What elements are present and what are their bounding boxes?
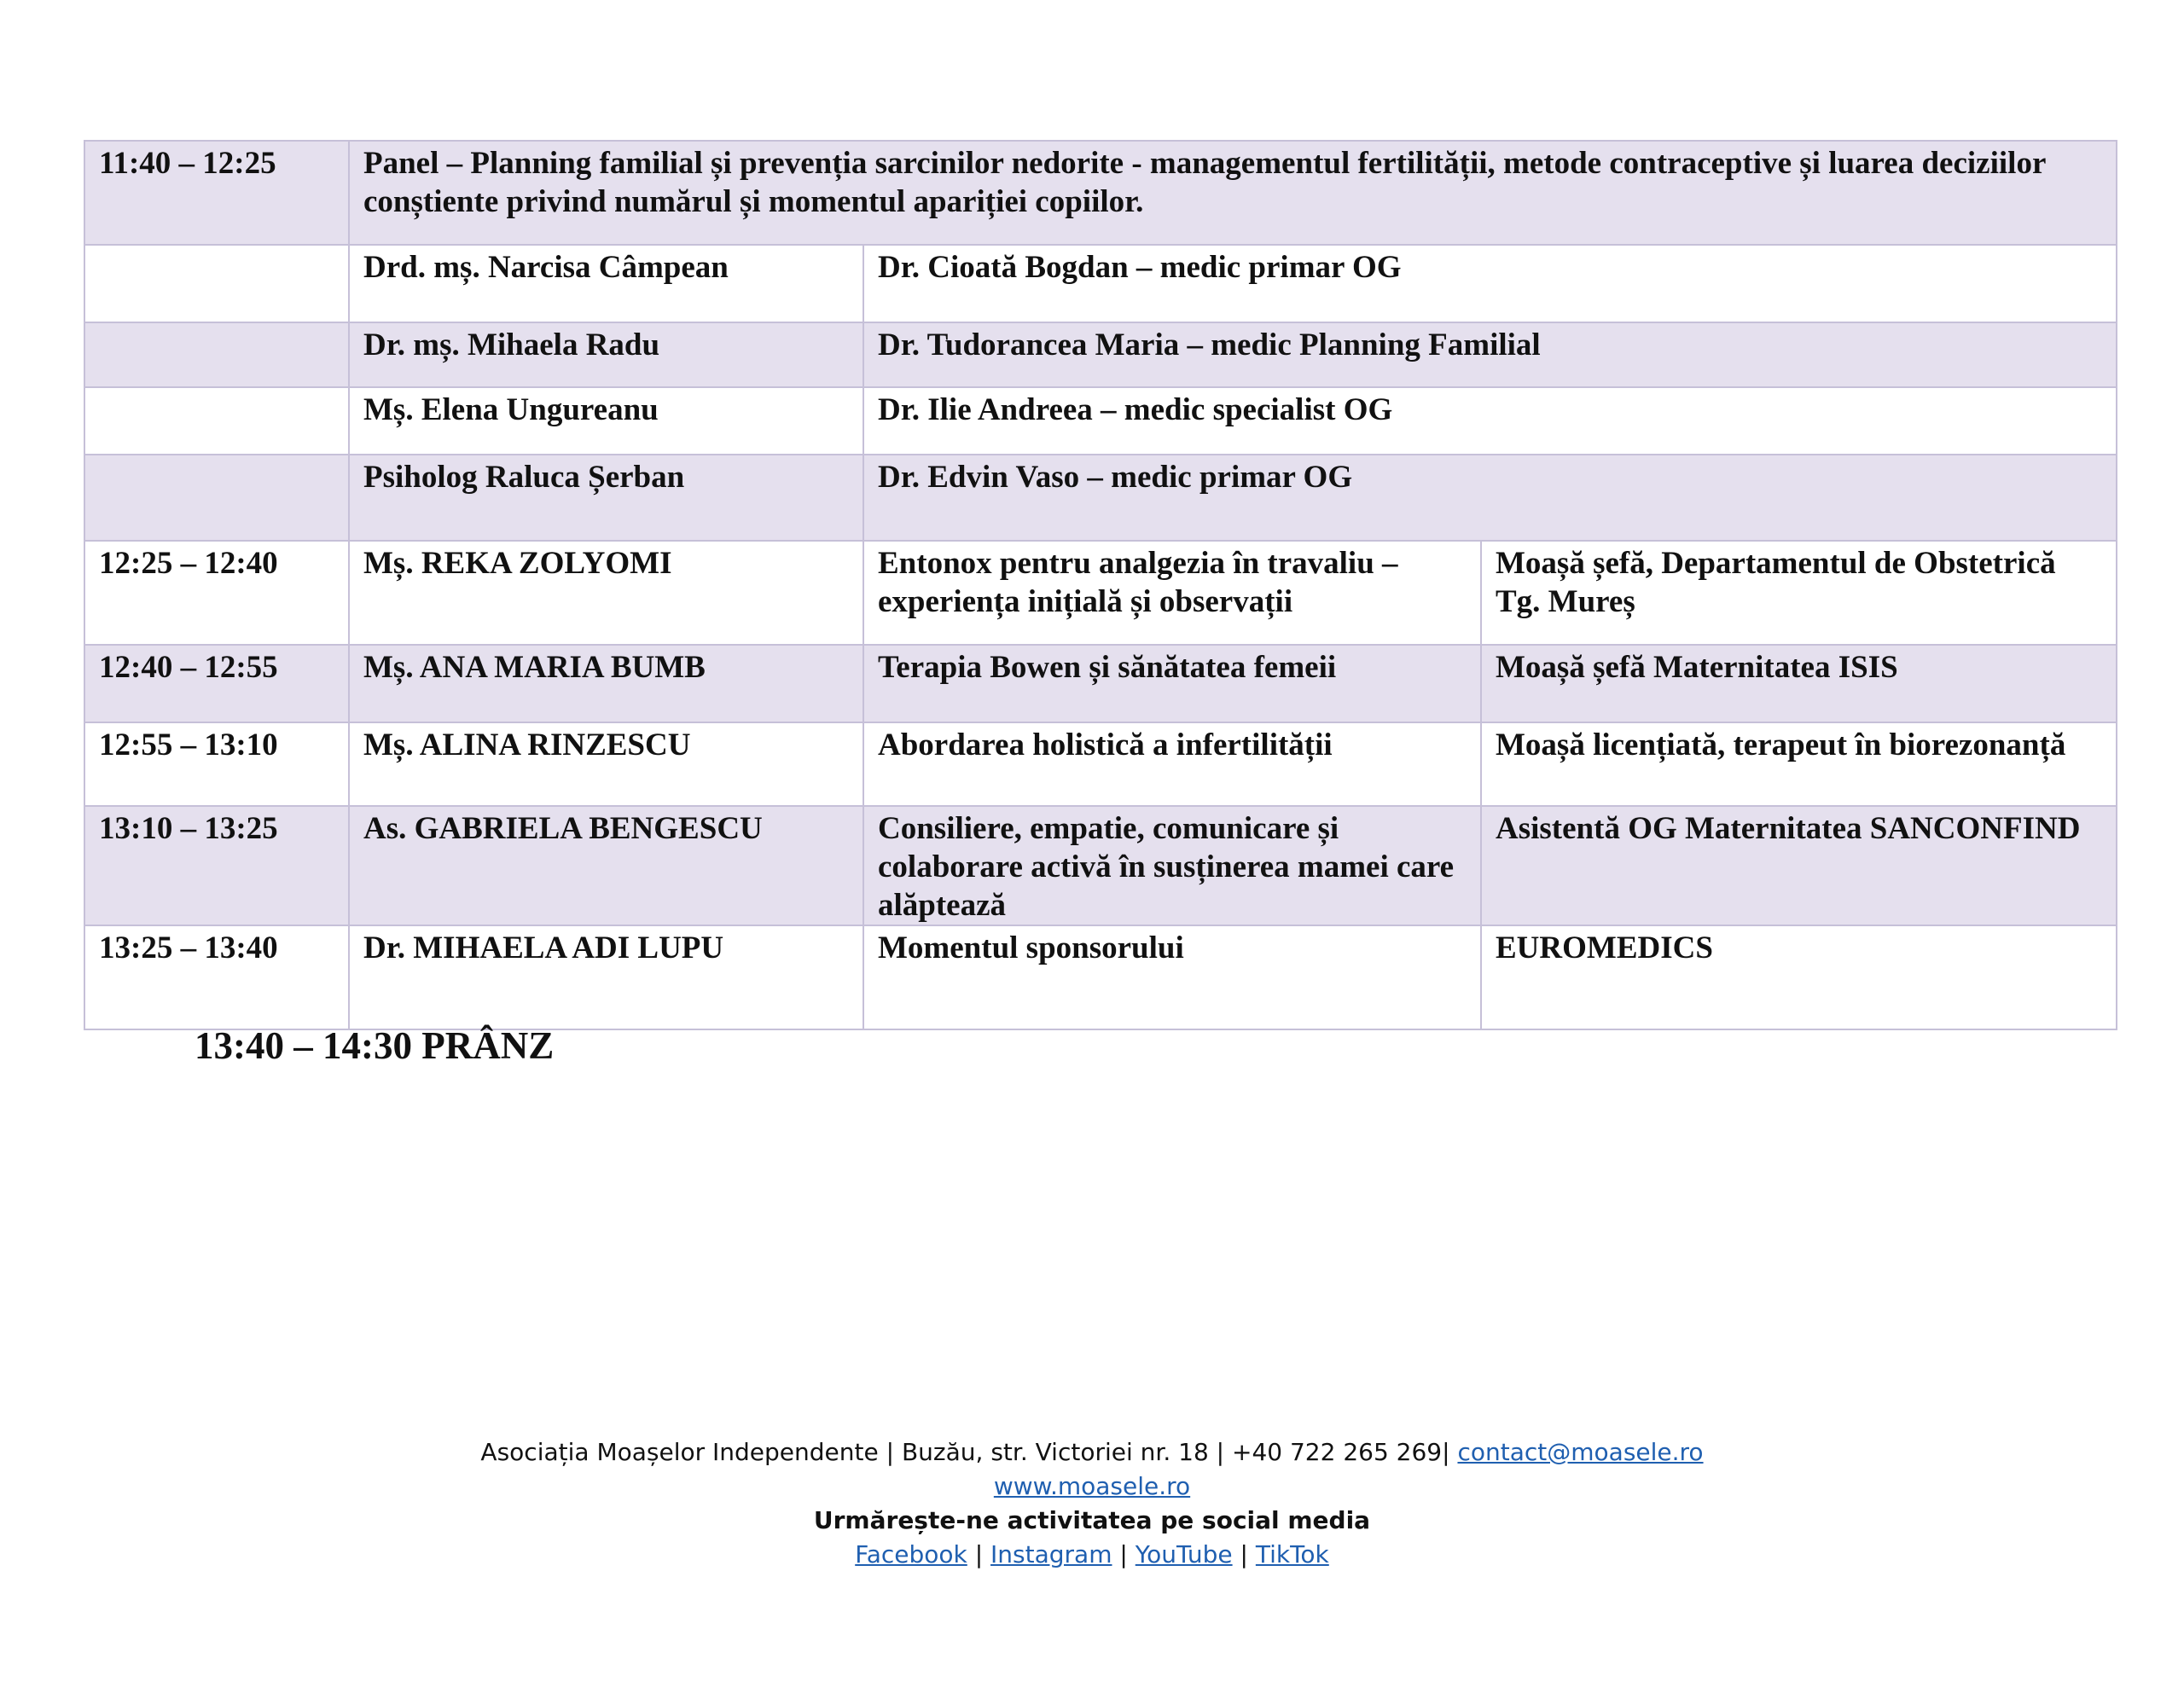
topic-cell: Entonox pentru analgezia în travaliu – experiența inițială și observații (863, 541, 1481, 645)
time-cell (84, 245, 349, 322)
panelist-cell: Dr. Cioată Bogdan – medic primar OG (863, 245, 2117, 322)
role-cell: Moașă șefă, Departamentul de Obstetrică Tg. Mureș (1481, 541, 2117, 645)
social-heading: Urmărește-ne activitatea pe social media (813, 1506, 1371, 1534)
speaker-cell: Mș. REKA ZOLYOMI (349, 541, 863, 645)
instagram-link[interactable]: Instagram (990, 1540, 1112, 1568)
table-row (84, 806, 2117, 925)
time-cell: 12:40 – 12:55 (84, 645, 349, 722)
role-cell: Asistentă OG Maternitatea SANCONFIND (1481, 806, 2117, 925)
table-row (84, 722, 2117, 806)
topic-cell: Momentul sponsorului (863, 925, 1481, 1029)
topic-cell: Abordarea holistică a infertilității (863, 722, 1481, 806)
schedule-table (84, 140, 2117, 1030)
table-row (84, 322, 2117, 387)
speaker-cell: Mș. ANA MARIA BUMB (349, 645, 863, 722)
speaker-cell: Dr. mș. Mihaela Radu (349, 322, 863, 387)
role-cell: Moașă licențiată, terapeut în biorezonanță (1481, 722, 2117, 806)
table-row (84, 645, 2117, 722)
time-cell: 11:40 – 12:25 (84, 141, 349, 245)
table-row (84, 387, 2117, 455)
panelist-cell: Dr. Ilie Andreea – medic specialist OG (863, 387, 2117, 455)
table-row (84, 245, 2117, 322)
table-row (84, 455, 2117, 541)
speaker-cell: Psiholog Raluca Șerban (349, 455, 863, 541)
link-separator: | (974, 1540, 984, 1568)
panel-title-cell: Panel – Planning familial și prevenția sarcinilor nedorite - managementul fertilității, metode contraceptive și luarea deciziilor conștiente privind numărul și momentul apariției copiilor. (349, 141, 2117, 245)
topic-cell: Terapia Bowen și sănătatea femeii (863, 645, 1481, 722)
facebook-link[interactable]: Facebook (855, 1540, 967, 1568)
time-cell: 13:25 – 13:40 (84, 925, 349, 1029)
speaker-cell: Drd. mș. Narcisa Câmpean (349, 245, 863, 322)
lunch-break-label: 13:40 – 14:30 PRÂNZ (195, 1024, 555, 1067)
page-footer (0, 1435, 2184, 1572)
tiktok-link[interactable]: TikTok (1255, 1540, 1329, 1568)
time-cell: 12:55 – 13:10 (84, 722, 349, 806)
link-separator: | (1240, 1540, 1248, 1568)
table-row (84, 925, 2117, 1029)
table-row (84, 541, 2117, 645)
panelist-cell: Dr. Edvin Vaso – medic primar OG (863, 455, 2117, 541)
time-cell (84, 387, 349, 455)
footer-contact-line (0, 1435, 2184, 1470)
speaker-cell: As. GABRIELA BENGESCU (349, 806, 863, 925)
time-cell: 13:10 – 13:25 (84, 806, 349, 925)
time-cell: 12:25 – 12:40 (84, 541, 349, 645)
time-cell (84, 322, 349, 387)
footer-website-line (0, 1470, 2184, 1504)
panelist-cell: Dr. Tudorancea Maria – medic Planning Familial (863, 322, 2117, 387)
table-row (84, 141, 2117, 245)
email-link[interactable]: contact@moasele.ro (1457, 1438, 1704, 1466)
role-cell: Moașă șefă Maternitatea ISIS (1481, 645, 2117, 722)
footer-address: Asociația Moașelor Independente | Buzău, str. Victoriei nr. 18 | +40 722 265 269| (480, 1438, 1450, 1466)
website-link[interactable]: www.moasele.ro (993, 1472, 1191, 1500)
youtube-link[interactable]: YouTube (1135, 1540, 1233, 1568)
speaker-cell: Dr. MIHAELA ADI LUPU (349, 925, 863, 1029)
time-cell (84, 455, 349, 541)
social-links (0, 1538, 2184, 1572)
link-separator: | (1119, 1540, 1128, 1568)
speaker-cell: Mș. ALINA RINZESCU (349, 722, 863, 806)
topic-cell: Consiliere, empatie, comunicare și colaborare activă în susținerea mamei care alăptează (863, 806, 1481, 925)
speaker-cell: Mș. Elena Ungureanu (349, 387, 863, 455)
role-cell: EUROMEDICS (1481, 925, 2117, 1029)
